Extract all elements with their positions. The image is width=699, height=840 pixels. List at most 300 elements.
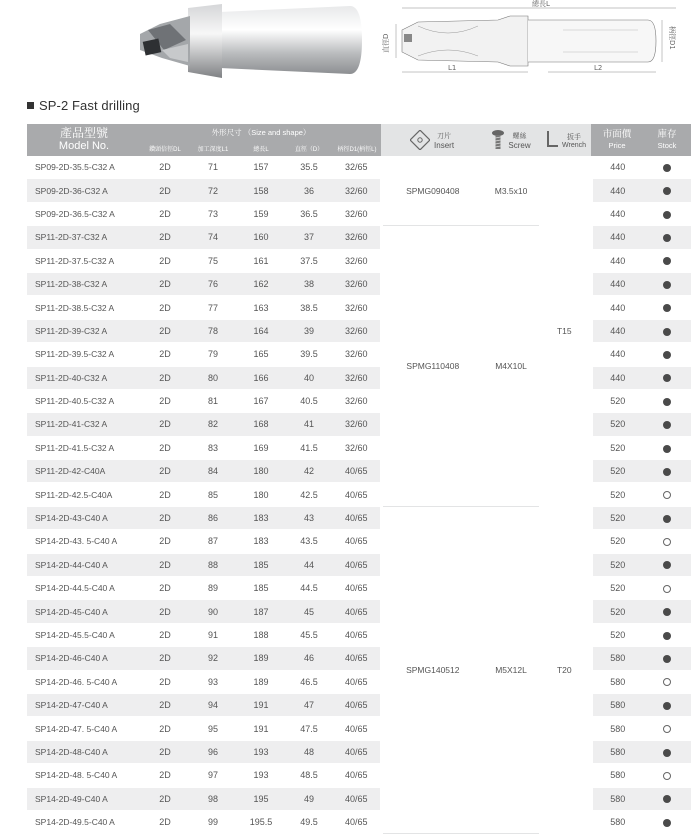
length-cell: 180 bbox=[237, 483, 285, 506]
shank-cell: 40/65 bbox=[333, 810, 381, 833]
header-dl: 鑽頭倍徑DL bbox=[141, 140, 189, 156]
l1-cell: 96 bbox=[189, 740, 237, 763]
label-l1: L1 bbox=[448, 64, 457, 72]
header-stock bbox=[643, 124, 691, 156]
l1-cell: 95 bbox=[189, 717, 237, 740]
in-stock-indicator bbox=[663, 187, 671, 195]
model-cell: SP14-2D-47-C40 A bbox=[27, 693, 141, 716]
stock-cell bbox=[643, 389, 691, 412]
diameter-cell: 49 bbox=[285, 787, 333, 810]
length-cell: 193 bbox=[237, 740, 285, 763]
table-row bbox=[27, 272, 691, 295]
screw-cell: M5X12L bbox=[483, 506, 539, 833]
price-cell: 520 bbox=[591, 483, 643, 506]
table-row bbox=[27, 296, 691, 319]
length-cell: 191 bbox=[237, 693, 285, 716]
dl-cell: 2D bbox=[141, 319, 189, 342]
price-cell: 520 bbox=[591, 413, 643, 436]
insert-icon bbox=[410, 130, 430, 150]
model-cell: SP09-2D-36.5-C32 A bbox=[27, 202, 141, 225]
price-cell: 440 bbox=[591, 296, 643, 319]
diameter-cell: 38.5 bbox=[285, 296, 333, 319]
header-stock-en: Stock bbox=[657, 141, 677, 150]
in-stock-indicator bbox=[663, 421, 671, 429]
dl-cell: 2D bbox=[141, 506, 189, 529]
shank-cell: 40/65 bbox=[333, 647, 381, 670]
stock-cell bbox=[643, 413, 691, 436]
price-cell: 520 bbox=[591, 460, 643, 483]
diameter-cell: 37.5 bbox=[285, 249, 333, 272]
table-row bbox=[27, 202, 691, 225]
dl-cell: 2D bbox=[141, 413, 189, 436]
header-screw-en: Screw bbox=[508, 140, 531, 150]
in-stock-indicator bbox=[663, 702, 671, 710]
dl-cell: 2D bbox=[141, 366, 189, 389]
shank-cell: 32/60 bbox=[333, 389, 381, 412]
in-stock-indicator bbox=[663, 561, 671, 569]
table-row bbox=[27, 693, 691, 716]
diameter-cell: 44.5 bbox=[285, 577, 333, 600]
insert-cell: SPMG090408 bbox=[381, 156, 483, 226]
model-cell: SP11-2D-40.5-C32 A bbox=[27, 389, 141, 412]
header-wrench-en: Wrench bbox=[562, 141, 587, 149]
table-row bbox=[27, 436, 691, 459]
insert-cell: SPMG140512 bbox=[381, 506, 483, 833]
price-cell: 520 bbox=[591, 436, 643, 459]
model-cell: SP14-2D-44-C40 A bbox=[27, 553, 141, 576]
shank-cell: 40/65 bbox=[333, 506, 381, 529]
header-model-zh: 產品型號 bbox=[59, 126, 108, 140]
table-row bbox=[27, 179, 691, 202]
header-price-en: Price bbox=[608, 141, 626, 150]
length-cell: 157 bbox=[237, 156, 285, 179]
dl-cell: 2D bbox=[141, 693, 189, 716]
out-of-stock-indicator bbox=[663, 491, 671, 499]
header-insert bbox=[381, 124, 483, 156]
stock-cell bbox=[643, 483, 691, 506]
dl-cell: 2D bbox=[141, 600, 189, 623]
diameter-cell: 48 bbox=[285, 740, 333, 763]
table-row bbox=[27, 413, 691, 436]
header-wrench bbox=[539, 124, 591, 156]
price-cell: 520 bbox=[591, 577, 643, 600]
model-cell: SP14-2D-49-C40 A bbox=[27, 787, 141, 810]
model-cell: SP14-2D-48. 5-C40 A bbox=[27, 764, 141, 787]
length-cell: 180 bbox=[237, 460, 285, 483]
model-cell: SP11-2D-41.5-C32 A bbox=[27, 436, 141, 459]
length-cell: 165 bbox=[237, 343, 285, 366]
price-cell: 520 bbox=[591, 553, 643, 576]
price-cell: 440 bbox=[591, 343, 643, 366]
out-of-stock-indicator bbox=[663, 585, 671, 593]
in-stock-indicator bbox=[663, 304, 671, 312]
stock-cell bbox=[643, 530, 691, 553]
length-cell: 161 bbox=[237, 249, 285, 272]
diameter-cell: 37 bbox=[285, 226, 333, 249]
length-cell: 187 bbox=[237, 600, 285, 623]
label-diameter: 直徑D bbox=[382, 33, 390, 53]
dl-cell: 2D bbox=[141, 623, 189, 646]
stock-cell bbox=[643, 319, 691, 342]
model-cell: SP14-2D-46-C40 A bbox=[27, 647, 141, 670]
l1-cell: 85 bbox=[189, 483, 237, 506]
screw-cell: M4X10L bbox=[483, 226, 539, 507]
diameter-cell: 42.5 bbox=[285, 483, 333, 506]
wrench-icon bbox=[544, 129, 560, 151]
diameter-cell: 40.5 bbox=[285, 389, 333, 412]
dl-cell: 2D bbox=[141, 670, 189, 693]
dl-cell: 2D bbox=[141, 249, 189, 272]
price-cell: 580 bbox=[591, 787, 643, 810]
table-row bbox=[27, 460, 691, 483]
dl-cell: 2D bbox=[141, 740, 189, 763]
table-row bbox=[27, 577, 691, 600]
table-body bbox=[27, 156, 691, 834]
stock-cell bbox=[643, 740, 691, 763]
wrench-cell: T20 bbox=[539, 506, 591, 833]
section-title bbox=[27, 96, 140, 114]
shank-cell: 40/65 bbox=[333, 483, 381, 506]
table-row bbox=[27, 156, 691, 179]
wrench-cell: T15 bbox=[539, 156, 591, 506]
l1-cell: 76 bbox=[189, 272, 237, 295]
table-row bbox=[27, 810, 691, 833]
shank-cell: 32/60 bbox=[333, 226, 381, 249]
header-screw-zh: 螺絲 bbox=[512, 132, 527, 140]
header-wrench-zh: 扳手 bbox=[567, 133, 582, 141]
diameter-cell: 43 bbox=[285, 506, 333, 529]
shank-cell: 32/60 bbox=[333, 179, 381, 202]
price-cell: 440 bbox=[591, 366, 643, 389]
table-row bbox=[27, 787, 691, 810]
length-cell: 169 bbox=[237, 436, 285, 459]
stock-cell bbox=[643, 460, 691, 483]
stock-cell bbox=[643, 202, 691, 225]
dl-cell: 2D bbox=[141, 460, 189, 483]
diameter-cell: 45.5 bbox=[285, 623, 333, 646]
diameter-cell: 41 bbox=[285, 413, 333, 436]
table-row bbox=[27, 389, 691, 412]
table-row bbox=[27, 647, 691, 670]
header-price-zh: 市面價 bbox=[602, 129, 632, 140]
label-overall-length: 總長L bbox=[532, 0, 550, 8]
dl-cell: 2D bbox=[141, 577, 189, 600]
model-cell: SP11-2D-38.5-C32 A bbox=[27, 296, 141, 319]
length-cell: 167 bbox=[237, 389, 285, 412]
length-cell: 160 bbox=[237, 226, 285, 249]
diameter-cell: 38 bbox=[285, 272, 333, 295]
stock-cell bbox=[643, 436, 691, 459]
in-stock-indicator bbox=[663, 515, 671, 523]
price-cell: 520 bbox=[591, 389, 643, 412]
diameter-cell: 41.5 bbox=[285, 436, 333, 459]
header-dimensions: 外形尺寸 （Size and shape） bbox=[141, 124, 381, 140]
stock-cell bbox=[643, 693, 691, 716]
table-row bbox=[27, 530, 691, 553]
dl-cell: 2D bbox=[141, 389, 189, 412]
price-cell: 520 bbox=[591, 623, 643, 646]
shank-cell: 40/65 bbox=[333, 764, 381, 787]
price-cell: 580 bbox=[591, 717, 643, 740]
price-cell: 520 bbox=[591, 530, 643, 553]
dl-cell: 2D bbox=[141, 553, 189, 576]
l1-cell: 88 bbox=[189, 553, 237, 576]
table-row bbox=[27, 717, 691, 740]
in-stock-indicator bbox=[663, 234, 671, 242]
l1-cell: 97 bbox=[189, 764, 237, 787]
price-cell: 440 bbox=[591, 226, 643, 249]
l1-cell: 84 bbox=[189, 460, 237, 483]
in-stock-indicator bbox=[663, 819, 671, 827]
in-stock-indicator bbox=[663, 655, 671, 663]
model-cell: SP11-2D-39-C32 A bbox=[27, 319, 141, 342]
dl-cell: 2D bbox=[141, 647, 189, 670]
shank-cell: 32/60 bbox=[333, 319, 381, 342]
stock-cell bbox=[643, 156, 691, 179]
length-cell: 168 bbox=[237, 413, 285, 436]
l1-cell: 93 bbox=[189, 670, 237, 693]
diameter-cell: 46 bbox=[285, 647, 333, 670]
header-d1: 柄徑D1(柄徑L) bbox=[333, 140, 381, 156]
length-cell: 185 bbox=[237, 577, 285, 600]
model-cell: SP14-2D-43-C40 A bbox=[27, 506, 141, 529]
stock-cell bbox=[643, 249, 691, 272]
stock-cell bbox=[643, 553, 691, 576]
header-model-en: Model No. bbox=[58, 140, 110, 152]
screw-icon bbox=[491, 129, 505, 151]
price-cell: 520 bbox=[591, 506, 643, 529]
dl-cell: 2D bbox=[141, 226, 189, 249]
dl-cell: 2D bbox=[141, 343, 189, 366]
l1-cell: 72 bbox=[189, 179, 237, 202]
header-d: 直徑（D） bbox=[285, 140, 333, 156]
l1-cell: 98 bbox=[189, 787, 237, 810]
table-row bbox=[27, 506, 691, 529]
l1-cell: 86 bbox=[189, 506, 237, 529]
model-cell: SP11-2D-40-C32 A bbox=[27, 366, 141, 389]
diameter-cell: 45 bbox=[285, 600, 333, 623]
diameter-cell: 48.5 bbox=[285, 764, 333, 787]
length-cell: 195 bbox=[237, 787, 285, 810]
in-stock-indicator bbox=[663, 328, 671, 336]
product-drawing-area bbox=[0, 0, 699, 92]
shank-cell: 32/60 bbox=[333, 436, 381, 459]
shank-cell: 40/65 bbox=[333, 717, 381, 740]
shank-cell: 32/60 bbox=[333, 366, 381, 389]
length-cell: 162 bbox=[237, 272, 285, 295]
header-l: 總長L bbox=[237, 140, 285, 156]
l1-cell: 82 bbox=[189, 413, 237, 436]
l1-cell: 80 bbox=[189, 366, 237, 389]
shank-cell: 32/60 bbox=[333, 202, 381, 225]
diameter-cell: 36 bbox=[285, 179, 333, 202]
dl-cell: 2D bbox=[141, 436, 189, 459]
diameter-cell: 49.5 bbox=[285, 810, 333, 833]
price-cell: 440 bbox=[591, 202, 643, 225]
l1-cell: 75 bbox=[189, 249, 237, 272]
diameter-cell: 44 bbox=[285, 553, 333, 576]
dl-cell: 2D bbox=[141, 272, 189, 295]
l1-cell: 73 bbox=[189, 202, 237, 225]
l1-cell: 83 bbox=[189, 436, 237, 459]
table-row bbox=[27, 249, 691, 272]
length-cell: 189 bbox=[237, 670, 285, 693]
table-row bbox=[27, 343, 691, 366]
price-cell: 440 bbox=[591, 179, 643, 202]
shank-cell: 40/65 bbox=[333, 553, 381, 576]
dl-cell: 2D bbox=[141, 787, 189, 810]
header-insert-zh: 刀片 bbox=[437, 132, 452, 140]
l1-cell: 91 bbox=[189, 623, 237, 646]
l1-cell: 89 bbox=[189, 577, 237, 600]
model-cell: SP09-2D-36-C32 A bbox=[27, 179, 141, 202]
stock-cell bbox=[643, 506, 691, 529]
model-cell: SP14-2D-46. 5-C40 A bbox=[27, 670, 141, 693]
shank-cell: 32/60 bbox=[333, 343, 381, 366]
shank-cell: 40/65 bbox=[333, 693, 381, 716]
table-row bbox=[27, 553, 691, 576]
out-of-stock-indicator bbox=[663, 538, 671, 546]
length-cell: 191 bbox=[237, 717, 285, 740]
shank-cell: 40/65 bbox=[333, 670, 381, 693]
l1-cell: 99 bbox=[189, 810, 237, 833]
table-row bbox=[27, 600, 691, 623]
length-cell: 163 bbox=[237, 296, 285, 319]
in-stock-indicator bbox=[663, 795, 671, 803]
in-stock-indicator bbox=[663, 608, 671, 616]
table-row bbox=[27, 764, 691, 787]
shank-cell: 40/65 bbox=[333, 740, 381, 763]
stock-cell bbox=[643, 226, 691, 249]
model-cell: SP14-2D-45.5-C40 A bbox=[27, 623, 141, 646]
shank-cell: 40/65 bbox=[333, 530, 381, 553]
stock-cell bbox=[643, 623, 691, 646]
in-stock-indicator bbox=[663, 351, 671, 359]
technical-drawing bbox=[378, 0, 678, 80]
header-model bbox=[27, 124, 141, 156]
price-cell: 440 bbox=[591, 319, 643, 342]
diameter-cell: 47 bbox=[285, 693, 333, 716]
model-cell: SP14-2D-44.5-C40 A bbox=[27, 577, 141, 600]
out-of-stock-indicator bbox=[663, 678, 671, 686]
shank-cell: 32/60 bbox=[333, 272, 381, 295]
diameter-cell: 42 bbox=[285, 460, 333, 483]
dl-cell: 2D bbox=[141, 810, 189, 833]
out-of-stock-indicator bbox=[663, 772, 671, 780]
model-cell: SP11-2D-41-C32 A bbox=[27, 413, 141, 436]
model-cell: SP11-2D-37.5-C32 A bbox=[27, 249, 141, 272]
model-cell: SP11-2D-38-C32 A bbox=[27, 272, 141, 295]
l1-cell: 77 bbox=[189, 296, 237, 319]
screw-cell: M3.5x10 bbox=[483, 156, 539, 226]
diameter-cell: 39.5 bbox=[285, 343, 333, 366]
in-stock-indicator bbox=[663, 281, 671, 289]
l1-cell: 81 bbox=[189, 389, 237, 412]
price-cell: 580 bbox=[591, 693, 643, 716]
length-cell: 189 bbox=[237, 647, 285, 670]
dl-cell: 2D bbox=[141, 483, 189, 506]
shank-cell: 40/65 bbox=[333, 787, 381, 810]
model-cell: SP14-2D-47. 5-C40 A bbox=[27, 717, 141, 740]
stock-cell bbox=[643, 670, 691, 693]
stock-cell bbox=[643, 179, 691, 202]
l1-cell: 94 bbox=[189, 693, 237, 716]
in-stock-indicator bbox=[663, 468, 671, 476]
model-cell: SP11-2D-42.5-C40A bbox=[27, 483, 141, 506]
length-cell: 159 bbox=[237, 202, 285, 225]
price-cell: 440 bbox=[591, 249, 643, 272]
diameter-cell: 35.5 bbox=[285, 156, 333, 179]
price-cell: 580 bbox=[591, 810, 643, 833]
shank-cell: 32/60 bbox=[333, 296, 381, 319]
dl-cell: 2D bbox=[141, 202, 189, 225]
model-cell: SP14-2D-48-C40 A bbox=[27, 740, 141, 763]
price-cell: 520 bbox=[591, 600, 643, 623]
length-cell: 166 bbox=[237, 366, 285, 389]
table-row bbox=[27, 226, 691, 249]
in-stock-indicator bbox=[663, 445, 671, 453]
diameter-cell: 47.5 bbox=[285, 717, 333, 740]
stock-cell bbox=[643, 764, 691, 787]
l1-cell: 90 bbox=[189, 600, 237, 623]
shank-cell: 40/65 bbox=[333, 623, 381, 646]
table-row bbox=[27, 740, 691, 763]
diameter-cell: 43.5 bbox=[285, 530, 333, 553]
price-cell: 580 bbox=[591, 647, 643, 670]
section-marker-icon bbox=[27, 102, 34, 109]
header-price bbox=[591, 124, 643, 156]
stock-cell bbox=[643, 366, 691, 389]
model-cell: SP14-2D-45-C40 A bbox=[27, 600, 141, 623]
in-stock-indicator bbox=[663, 398, 671, 406]
shank-cell: 40/65 bbox=[333, 460, 381, 483]
shank-cell: 32/65 bbox=[333, 156, 381, 179]
stock-cell bbox=[643, 787, 691, 810]
stock-cell bbox=[643, 343, 691, 366]
length-cell: 164 bbox=[237, 319, 285, 342]
header-screw bbox=[483, 124, 539, 156]
length-cell: 158 bbox=[237, 179, 285, 202]
diameter-cell: 36.5 bbox=[285, 202, 333, 225]
diameter-cell: 40 bbox=[285, 366, 333, 389]
model-cell: SP11-2D-42-C40A bbox=[27, 460, 141, 483]
dl-cell: 2D bbox=[141, 296, 189, 319]
stock-cell bbox=[643, 810, 691, 833]
l1-cell: 78 bbox=[189, 319, 237, 342]
price-cell: 580 bbox=[591, 764, 643, 787]
spec-table bbox=[27, 124, 691, 834]
length-cell: 183 bbox=[237, 530, 285, 553]
price-cell: 440 bbox=[591, 272, 643, 295]
price-cell: 580 bbox=[591, 740, 643, 763]
shank-cell: 32/60 bbox=[333, 413, 381, 436]
table-row bbox=[27, 670, 691, 693]
l1-cell: 79 bbox=[189, 343, 237, 366]
model-cell: SP11-2D-39.5-C32 A bbox=[27, 343, 141, 366]
insert-cell: SPMG110408 bbox=[381, 226, 483, 507]
model-cell: SP14-2D-49.5-C40 A bbox=[27, 810, 141, 833]
drill-tool-photo bbox=[140, 0, 375, 90]
label-shank-diameter: 柄徑D1 bbox=[668, 26, 676, 50]
stock-cell bbox=[643, 600, 691, 623]
table-row bbox=[27, 366, 691, 389]
label-l2: L2 bbox=[594, 64, 603, 72]
diameter-cell: 39 bbox=[285, 319, 333, 342]
shank-cell: 32/60 bbox=[333, 249, 381, 272]
l1-cell: 87 bbox=[189, 530, 237, 553]
length-cell: 185 bbox=[237, 553, 285, 576]
in-stock-indicator bbox=[663, 632, 671, 640]
